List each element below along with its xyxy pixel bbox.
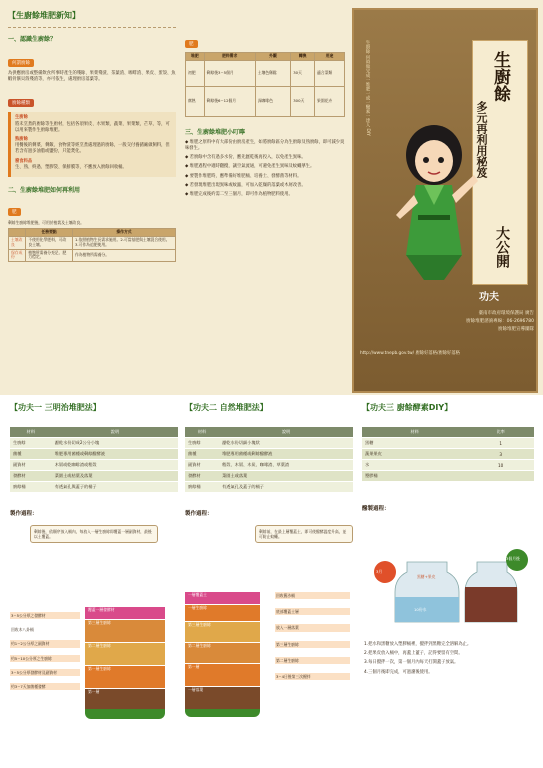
bad-text: 生、熟、終過、塑膠袋、保鮮膜等，不應放入廚餘回收桶。 — [15, 164, 127, 170]
method2-labels — [275, 592, 350, 680]
section2-tag: 肥 — [8, 208, 21, 216]
table-header — [9, 229, 26, 237]
layer-label: 3~4日後第三次攪拌 — [275, 673, 350, 680]
tips-list — [185, 140, 345, 198]
section2-title: 二、生廚餘堆肥如何再利用 — [8, 187, 81, 195]
table-header: 說明 — [219, 427, 353, 438]
method3-title: 【功夫三 廚餘酵素DIY】 — [362, 403, 453, 412]
table-cell: 腐熟 — [186, 86, 205, 116]
table-row: 發酵材 菜園土或落葉 — [185, 471, 353, 482]
layer-label: 3~5公分厚之發酵材 — [10, 612, 80, 619]
method2-note: 剩餘前，在最上層覆蓋土，即可使醱酵溫度升高，並可防止蚊蠅。 — [255, 525, 353, 543]
tip-item: ◆ 若發現堆肥出現異味或蚊蟲，可加入乾燥的落葉或木屑改善。 — [185, 182, 306, 188]
method2-panel — [185, 402, 353, 762]
table-row: 菌種 堆肥專用菌種或剩餘醱酵液 — [10, 449, 178, 460]
bucket-layer: 一層落葉 — [185, 687, 260, 709]
table-header: 材料 — [185, 427, 219, 438]
table-header: 轉換 — [291, 53, 315, 61]
bucket-layer: 第二層生廚餘 — [85, 643, 165, 665]
method1-bucket — [85, 607, 165, 727]
table-row — [186, 60, 345, 86]
bucket-base — [85, 709, 165, 719]
table-cell: 作為植物所需養分。 — [72, 249, 175, 262]
bucket-layer: 一層生廚餘 — [185, 605, 260, 621]
method3-table — [362, 427, 534, 482]
table-cell: 保存成份 — [9, 249, 26, 262]
table-cell: 剩餘後3~5個月 — [204, 60, 255, 86]
table-cell: 土壤色稀鬆 — [255, 60, 291, 86]
raw-text: 將未烹煮的廚餘等生廚材，包括各項果皮、水果類，蔬菜、果菜類，芒草，等，可以用來製作生廚餘堆肥。 — [15, 121, 170, 133]
table-row: 生廚餘 瀝乾水份切成2公分小塊 — [10, 438, 178, 449]
layer-label: 第二層生廚餘 — [275, 657, 350, 664]
hotline: 廚餘堆肥諮詢專線：06-2696780 — [466, 319, 534, 324]
jar-label: 10份水 — [414, 607, 427, 612]
tip-item: ◆ 堆肥完成後約需二至三個月，即可作為植物肥料使用。 — [185, 192, 293, 198]
method3-steps — [364, 642, 532, 679]
team-name: 廚餘堆肥宣導團隊 — [498, 327, 534, 332]
table-cell: 初肥 — [186, 60, 205, 86]
table-row: 副資材 稻殼、木屑、木炭、咖啡渣、草葉渣 — [185, 460, 353, 471]
table-cell: 土壤改良 — [9, 237, 26, 250]
title-end: 大公開 — [494, 226, 510, 268]
jar-label: 3月 — [376, 569, 383, 574]
tip-item: ◆ 若廚餘中含有過多水份，應先瀝乾後再投入，以免產生異味。 — [185, 155, 306, 161]
blog-link[interactable]: 廚餘好落格/廚餘好落格 — [415, 351, 460, 356]
tip-item: ◆ 堆肥之原料中有大部份由廚房產生，如將廚餘區分為生廚餘及熟廚餘，即可減少臭味發生。 — [185, 139, 345, 151]
method2-table — [185, 427, 353, 493]
raw-label: 生廚餘 — [15, 115, 28, 121]
table-row: 生廚餘 瀝乾水份切細小塊狀 — [185, 438, 353, 449]
section1-title: 一、認識生廚餘？ — [8, 36, 57, 43]
layer-label: 回收舊沙桶 — [275, 592, 350, 599]
bucket-layer: 第二層生廚餘 — [185, 643, 260, 663]
layer-label: 放入一層落葉 — [275, 624, 350, 631]
table-header: 任務要點 — [26, 229, 73, 237]
layer-label: 約1~2公分厚之副資材 — [10, 640, 80, 647]
method1-panel — [10, 402, 178, 762]
title-sub: 多元再利用秘笈 — [475, 101, 488, 178]
bucket-layer: 第三層生廚餘 — [185, 622, 260, 642]
layer-label: 底部覆蓋土層 — [275, 608, 350, 615]
table-cell: 不使用化學肥料，可改良土壤。 — [26, 237, 73, 250]
cooked-label: 熟廚餘 — [15, 137, 28, 143]
layer-label: 約5~10公分厚之生廚餘 — [10, 655, 80, 662]
table-row: 廚餘桶 有透氣孔與蓋子的桶子 — [10, 482, 178, 493]
table-row: 廚餘桶 有透氣孔及蓋子的桶子 — [185, 482, 353, 493]
table-row — [9, 237, 176, 250]
middle-panel — [185, 30, 345, 390]
layer-label: 第三層生廚餘 — [275, 641, 350, 648]
table-header: 外觀 — [255, 53, 291, 61]
mascot-illustration — [384, 115, 484, 285]
method1-process-title: 製作過程： — [10, 511, 38, 517]
table-header: 說明 — [52, 427, 178, 438]
tip-item: ◆ 要製作堆肥時，應準備好堆肥桶、培養土、發酵菌等材料。 — [185, 173, 302, 179]
section3-title: 三、生廚餘堆肥小叮嚀 — [185, 128, 246, 136]
section1-body: 為供應廚房或整備飲食所事時產生的殘餘、果菜殘渣、茶葉渣、咖啡渣、果皮、蛋殼、魚蝦骨骸貝殼殘渣等，亦可依生，處理廚房落葉等。 — [8, 71, 176, 83]
bucket-layer: 覆蓋一層發酵材 — [85, 607, 165, 619]
table-row: 副資材 木屑或乾咖啡渣或稻殼 — [10, 460, 178, 471]
tip-item: ◆ 堆肥過程中適時翻攪，讓空氣流通，可避免產生異味及蚊蠅孳生。 — [185, 164, 315, 170]
org-name: 臺南市政府環境保護局 廣告 — [478, 311, 534, 316]
method3-process-title: 醱製過程： — [362, 506, 390, 512]
divider — [8, 27, 176, 28]
table-cell: 植物所需養分充足、肥力穩定。 — [26, 249, 73, 262]
section1-tag: 何謂廚餘 — [8, 59, 34, 67]
bad-label: 廢食料品 — [15, 158, 33, 164]
bucket-layer: 第一層生廚餘 — [85, 666, 165, 688]
table-row: 菌種 堆肥專用菌種或剩餘醱酵液 — [185, 449, 353, 460]
method1-note: 剩餘後，依順序放入桶內，每放入一層生廚餘即覆蓋一層副資材，最後以土覆蓋。 — [30, 525, 158, 543]
seal-text: 功夫 — [479, 292, 499, 303]
method2-title: 【功夫二 自然堆肥法】 — [185, 403, 268, 412]
table-cell: 深咖啡色 — [255, 86, 291, 116]
bucket-layer: 一層覆蓋土 — [185, 592, 260, 604]
cover-footer — [360, 310, 534, 334]
step-item: 1.把水和黑糖放入塑膠桶裡，攪拌到黑糖完全溶解為止。 — [364, 642, 472, 647]
jar-illustration — [367, 542, 532, 627]
table-header: 材料 — [10, 427, 52, 438]
table-row — [9, 249, 176, 262]
cover-panel — [352, 8, 538, 393]
table-cell: 適合菜類 — [315, 60, 345, 86]
table-header: 堆肥 — [186, 53, 205, 61]
bucket-base — [185, 709, 260, 717]
types-box — [8, 112, 176, 177]
table-row: 蔬果果皮 3 — [362, 449, 534, 460]
step-item: 4.三個月後即完成，可過濾後使用。 — [364, 669, 433, 675]
section1-sub-tag: 廚餘種類 — [8, 99, 34, 107]
left-panel — [8, 10, 176, 390]
table-cell: 30天 — [291, 60, 315, 86]
table-header: 用途 — [315, 53, 345, 61]
layer-label: 約3~7天加菌種發酵 — [10, 683, 80, 690]
table-header: 操作方式 — [72, 229, 175, 237]
table-header: 材料 — [362, 427, 467, 438]
table-row: 塑膠桶 — [362, 471, 534, 482]
bucket-layer: 第三層生廚餘 — [85, 620, 165, 642]
table-row: 黑糖 1 — [362, 438, 534, 449]
method2-bucket — [185, 592, 260, 722]
table-cell: 剩餘後6~12個月 — [204, 86, 255, 116]
table-header: 比率 — [467, 427, 534, 438]
layer-label: 3~5公分厚發酵材及副資材 — [10, 669, 80, 676]
table-row — [186, 86, 345, 116]
table-cell: 1.依照植物生長需求施用。2.可當基肥與土壤混合使用。3.可作為追肥使用。 — [72, 237, 175, 250]
bucket-layer: 第一層 — [185, 664, 260, 686]
cover-subtitle: 生廚餘 何時做完成一堆肥一或一醱素一達人 DIY — [365, 40, 370, 136]
url-line — [360, 350, 534, 356]
step-item: 2.把果皮放入桶中，再蓋上蓋子，記得要留有空間。 — [364, 651, 463, 657]
bucket-layer: 第一層 — [85, 689, 165, 709]
title-main: 生廚餘 — [490, 51, 510, 102]
method1-labels — [10, 612, 80, 690]
method1-title: 【功夫一 三明治堆肥法】 — [10, 403, 101, 412]
method3-panel — [362, 402, 534, 762]
table-row: 水 10 — [362, 460, 534, 471]
method2-process-title: 製作過程： — [185, 511, 213, 517]
middle-tag: 肥 — [185, 40, 198, 48]
table-cell: 果園花卉 — [315, 86, 345, 116]
cooked-text: 用餐後的剩菜、剩飯、食物渣等經烹煮處理過的廚餘，一般交付養豬廠做飼料，但若含有過多油脂或鹽份，只能焚化。 — [15, 143, 170, 155]
table-row: 發酵材 菜園土或枯葉及落葉 — [10, 471, 178, 482]
compost-stage-table — [185, 52, 345, 117]
section2-intro: 剩餘生廚餘堆肥後，可用於植栽及土壤改良。 — [8, 220, 84, 226]
step-item: 3.每日攪拌一次，第一個月內每天打開蓋子放氣。 — [364, 660, 459, 666]
jar-label: 黑糖+果皮 — [417, 574, 436, 579]
table-cell: 300天 — [291, 86, 315, 116]
website-link[interactable]: http://www.tnepb.gov.tw/ — [360, 351, 415, 356]
jar-label: 3個月後 — [506, 556, 520, 561]
method1-table — [10, 427, 178, 493]
table-header: 肥料需求 — [204, 53, 255, 61]
left-header: 【生廚餘堆肥新知】 — [8, 11, 80, 20]
reuse-table — [8, 228, 176, 262]
layer-label: 回收木八卦桶 — [11, 627, 34, 633]
